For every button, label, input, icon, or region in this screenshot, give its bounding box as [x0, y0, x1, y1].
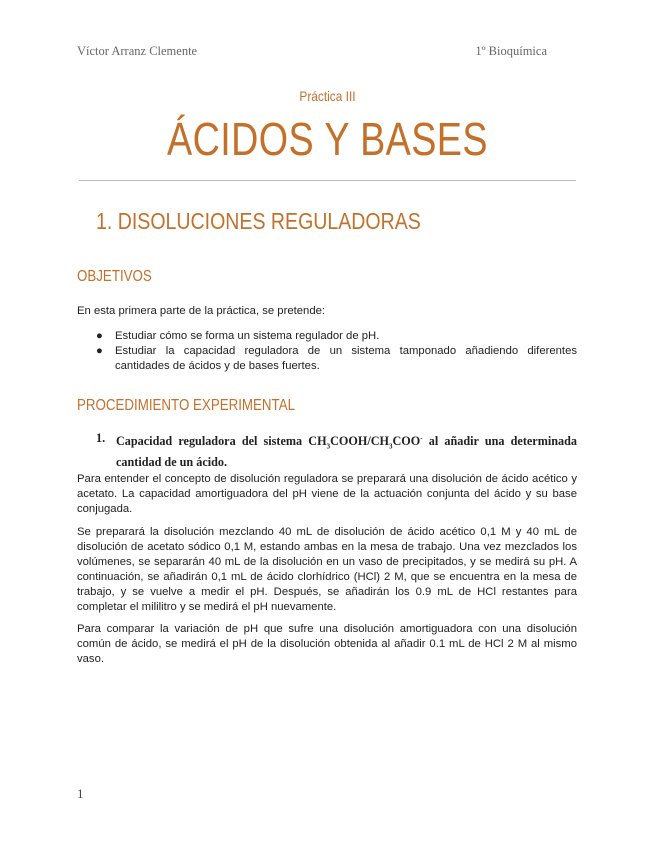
objetivos-heading: OBJETIVOS — [77, 268, 152, 285]
bullet-icon: ● — [96, 345, 103, 357]
header-author: Víctor Arranz Clemente — [77, 44, 198, 58]
paragraph-preparation: Se preparará la disolución mezclando 40 mL de disolución de ácido acético 0,1 M y 40 mL de disolución de acetato sódico 0,1 M, estando ambas en la mesa de trabajo. Una vez mezclados los volúmenes, se separarán 40 mL de la disolución en un vaso de precipitados, y se medirá su pH. A continuación, se añadirán 0,1 mL de ácido clorhídrico (HCl) 2 M, que se encuentra en la mesa de trabajo, y se vuelve a medir el pH. Después, se añadirán los 0.9 mL de HCl restantes para completar el mililitro y se medirá el pH nuevamente. — [77, 526, 577, 613]
page-number: 1 — [77, 786, 84, 801]
section-heading: 1. DISOLUCIONES REGULADORAS — [96, 208, 421, 234]
header-course: 1º Bioquímica — [475, 44, 547, 58]
title-divider — [79, 180, 576, 181]
subheading-number: 1. — [96, 431, 106, 445]
bullet-icon: ● — [96, 330, 103, 342]
objetivos-intro: En esta primera parte de la práctica, se pretende: — [77, 305, 326, 317]
list-item — [96, 344, 577, 374]
paragraph-comparison: Para comparar la variación de pH que sufre una disolución amortiguadora con una disolución común de ácido, se medirá el pH de la disolución obtenida al añadir 0.1 mL de HCl 2 M al mismo vaso. — [77, 623, 577, 665]
numbered-subheading — [96, 431, 577, 470]
procedimiento-heading: PROCEDIMIENTO EXPERIMENTAL — [77, 397, 296, 414]
document-title: ÁCIDOS Y BASES — [167, 113, 488, 165]
list-item-text: Estudiar la capacidad reguladora de un sistema tamponado añadiendo diferentes cantidades de ácidos y de bases fuertes. — [115, 345, 577, 372]
list-item — [96, 329, 577, 344]
document-subtitle: Práctica III — [299, 88, 356, 104]
list-item-text: Estudiar cómo se forma un sistema regulador de pH. — [115, 330, 380, 342]
objetivos-list — [96, 329, 577, 374]
paragraph-concept: Para entender el concepto de disolución reguladora se preparará una disolución de ácido acético y acetato. La capacidad amortiguadora del pH viene de la actuación conjunta del ácido y su base conjugada. — [77, 473, 577, 515]
subheading-text: Capacidad reguladora del sistema $CH_3COOH/CH_3COO^-$ al añadir una determinada cantidad de un ácido. — [116, 434, 577, 469]
